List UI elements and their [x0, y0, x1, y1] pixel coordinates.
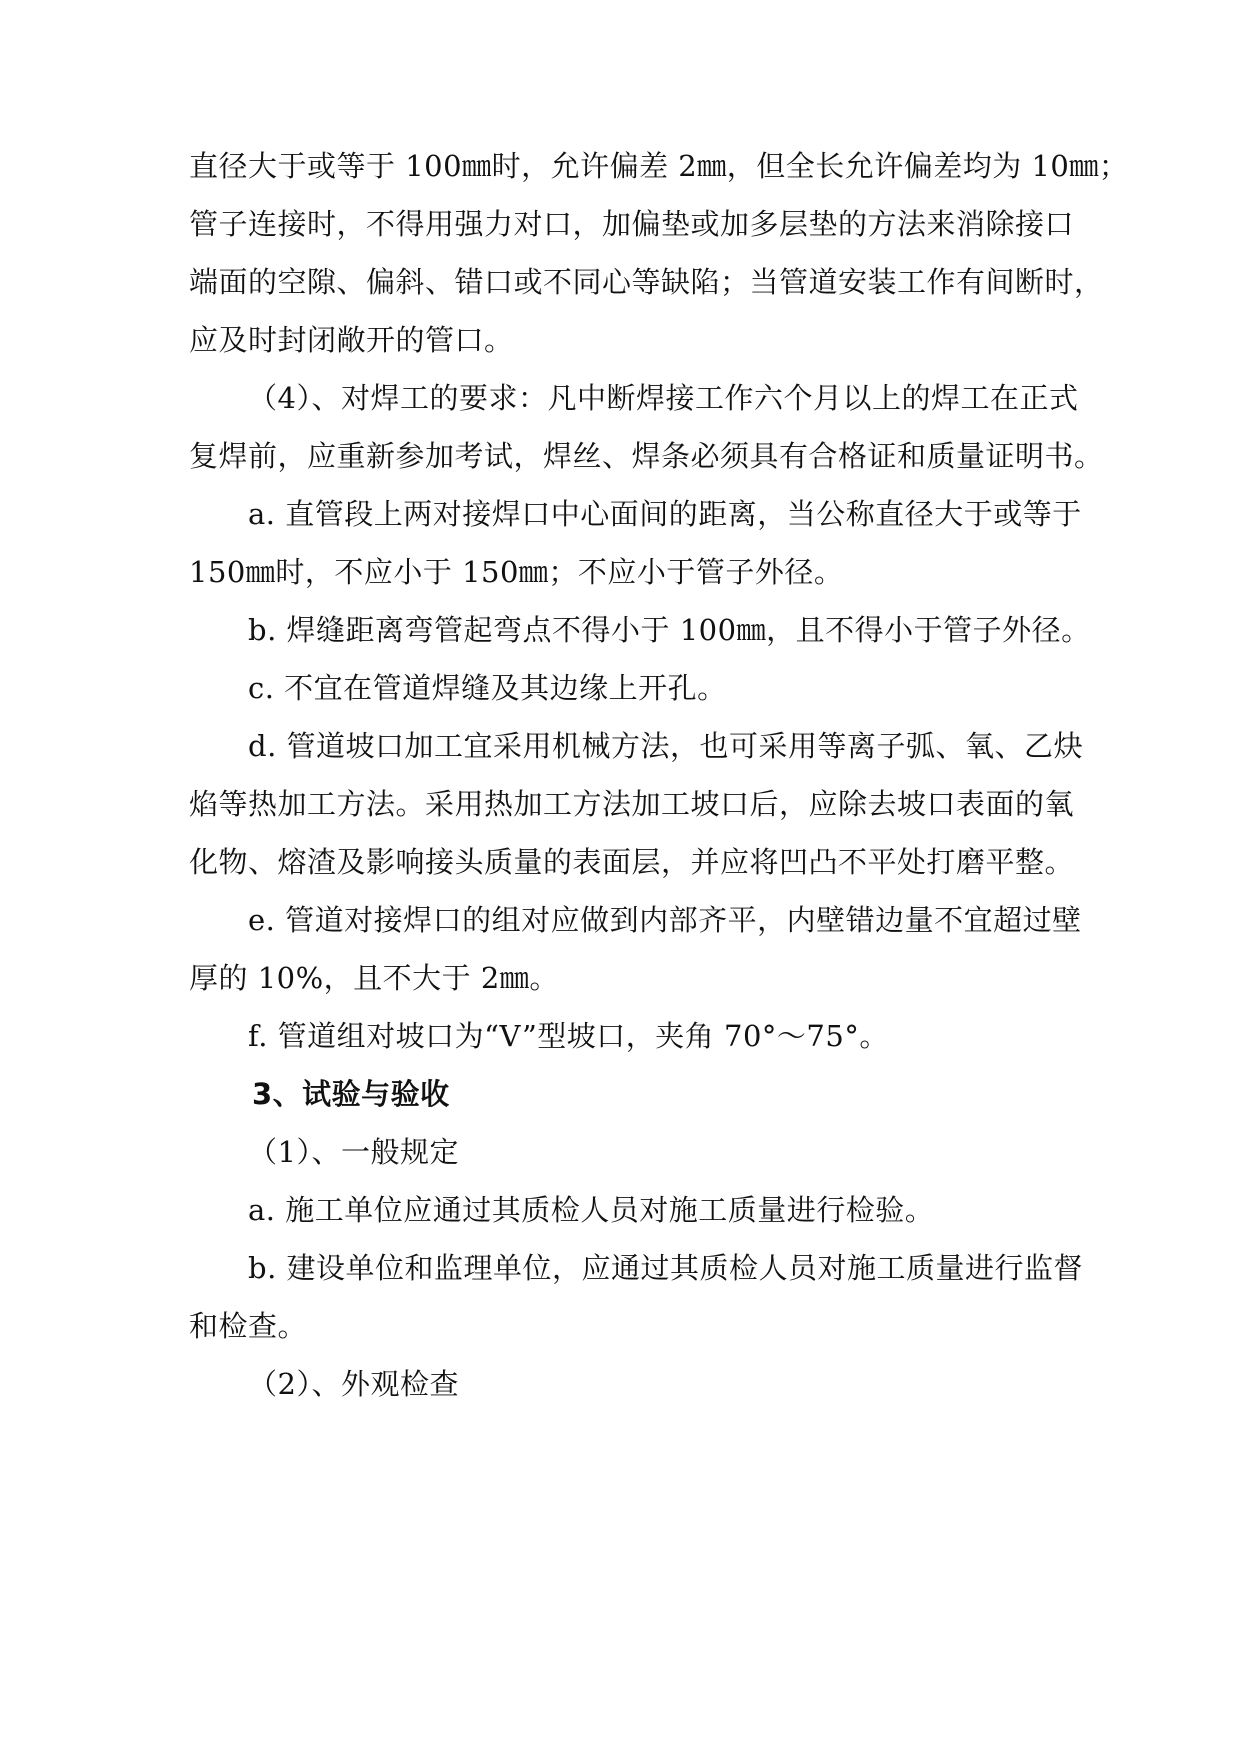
text-line: 应及时封闭敞开的管口。: [189, 323, 514, 357]
text-line: 管子连接时，不得用强力对口，加偏垫或加多层垫的方法来消除接口: [189, 207, 1075, 241]
text-line: 150㎜时，不应小于 150㎜；不应小于管子外径。: [189, 555, 844, 589]
text-line: 焰等热加工方法。采用热加工方法加工坡口后，应除去坡口表面的氧: [189, 787, 1075, 821]
text-line: a. 施工单位应通过其质检人员对施工质量进行检验。: [248, 1193, 935, 1227]
text-line: e. 管道对接焊口的组对应做到内部齐平，内壁错边量不宜超过壁: [248, 903, 1082, 937]
text-line: c. 不宜在管道焊缝及其边缘上开孔。: [248, 671, 727, 705]
text-line: 直径大于或等于 100㎜时，允许偏差 2㎜，但全长允许偏差均为 10㎜；: [189, 149, 1129, 183]
text-line: a. 直管段上两对接焊口中心面间的距离，当公称直径大于或等于: [248, 497, 1082, 531]
text-line: 和检查。: [189, 1309, 308, 1343]
text-line: 化物、熔渣及影响接头质量的表面层，并应将凹凸不平处打磨平整。: [189, 845, 1075, 879]
text-line: b. 建设单位和监理单位，应通过其质检人员对施工质量进行监督: [248, 1251, 1084, 1285]
text-line: d. 管道坡口加工宜采用机械方法，也可采用等离子弧、氧、乙炔: [248, 729, 1084, 763]
text-line: f. 管道组对坡口为“V”型坡口，夹角 70°～75°。: [248, 1019, 889, 1053]
text-line: b. 焊缝距离弯管起弯点不得小于 100㎜，且不得小于管子外径。: [248, 613, 1091, 647]
section-heading: 3、试验与验收: [252, 1077, 450, 1111]
text-line: 厚的 10%，且不大于 2㎜。: [189, 961, 559, 995]
subsection-heading: （1）、一般规定: [248, 1135, 459, 1169]
text-line: 复焊前，应重新参加考试，焊丝、焊条必须具有合格证和质量证明书。: [189, 439, 1104, 473]
subsection-heading: （2）、外观检查: [248, 1367, 459, 1401]
text-line: （4）、对焊工的要求：凡中断焊接工作六个月以上的焊工在正式: [248, 381, 1079, 415]
text-line: 端面的空隙、偏斜、错口或不同心等缺陷；当管道安装工作有间断时，: [189, 265, 1104, 299]
